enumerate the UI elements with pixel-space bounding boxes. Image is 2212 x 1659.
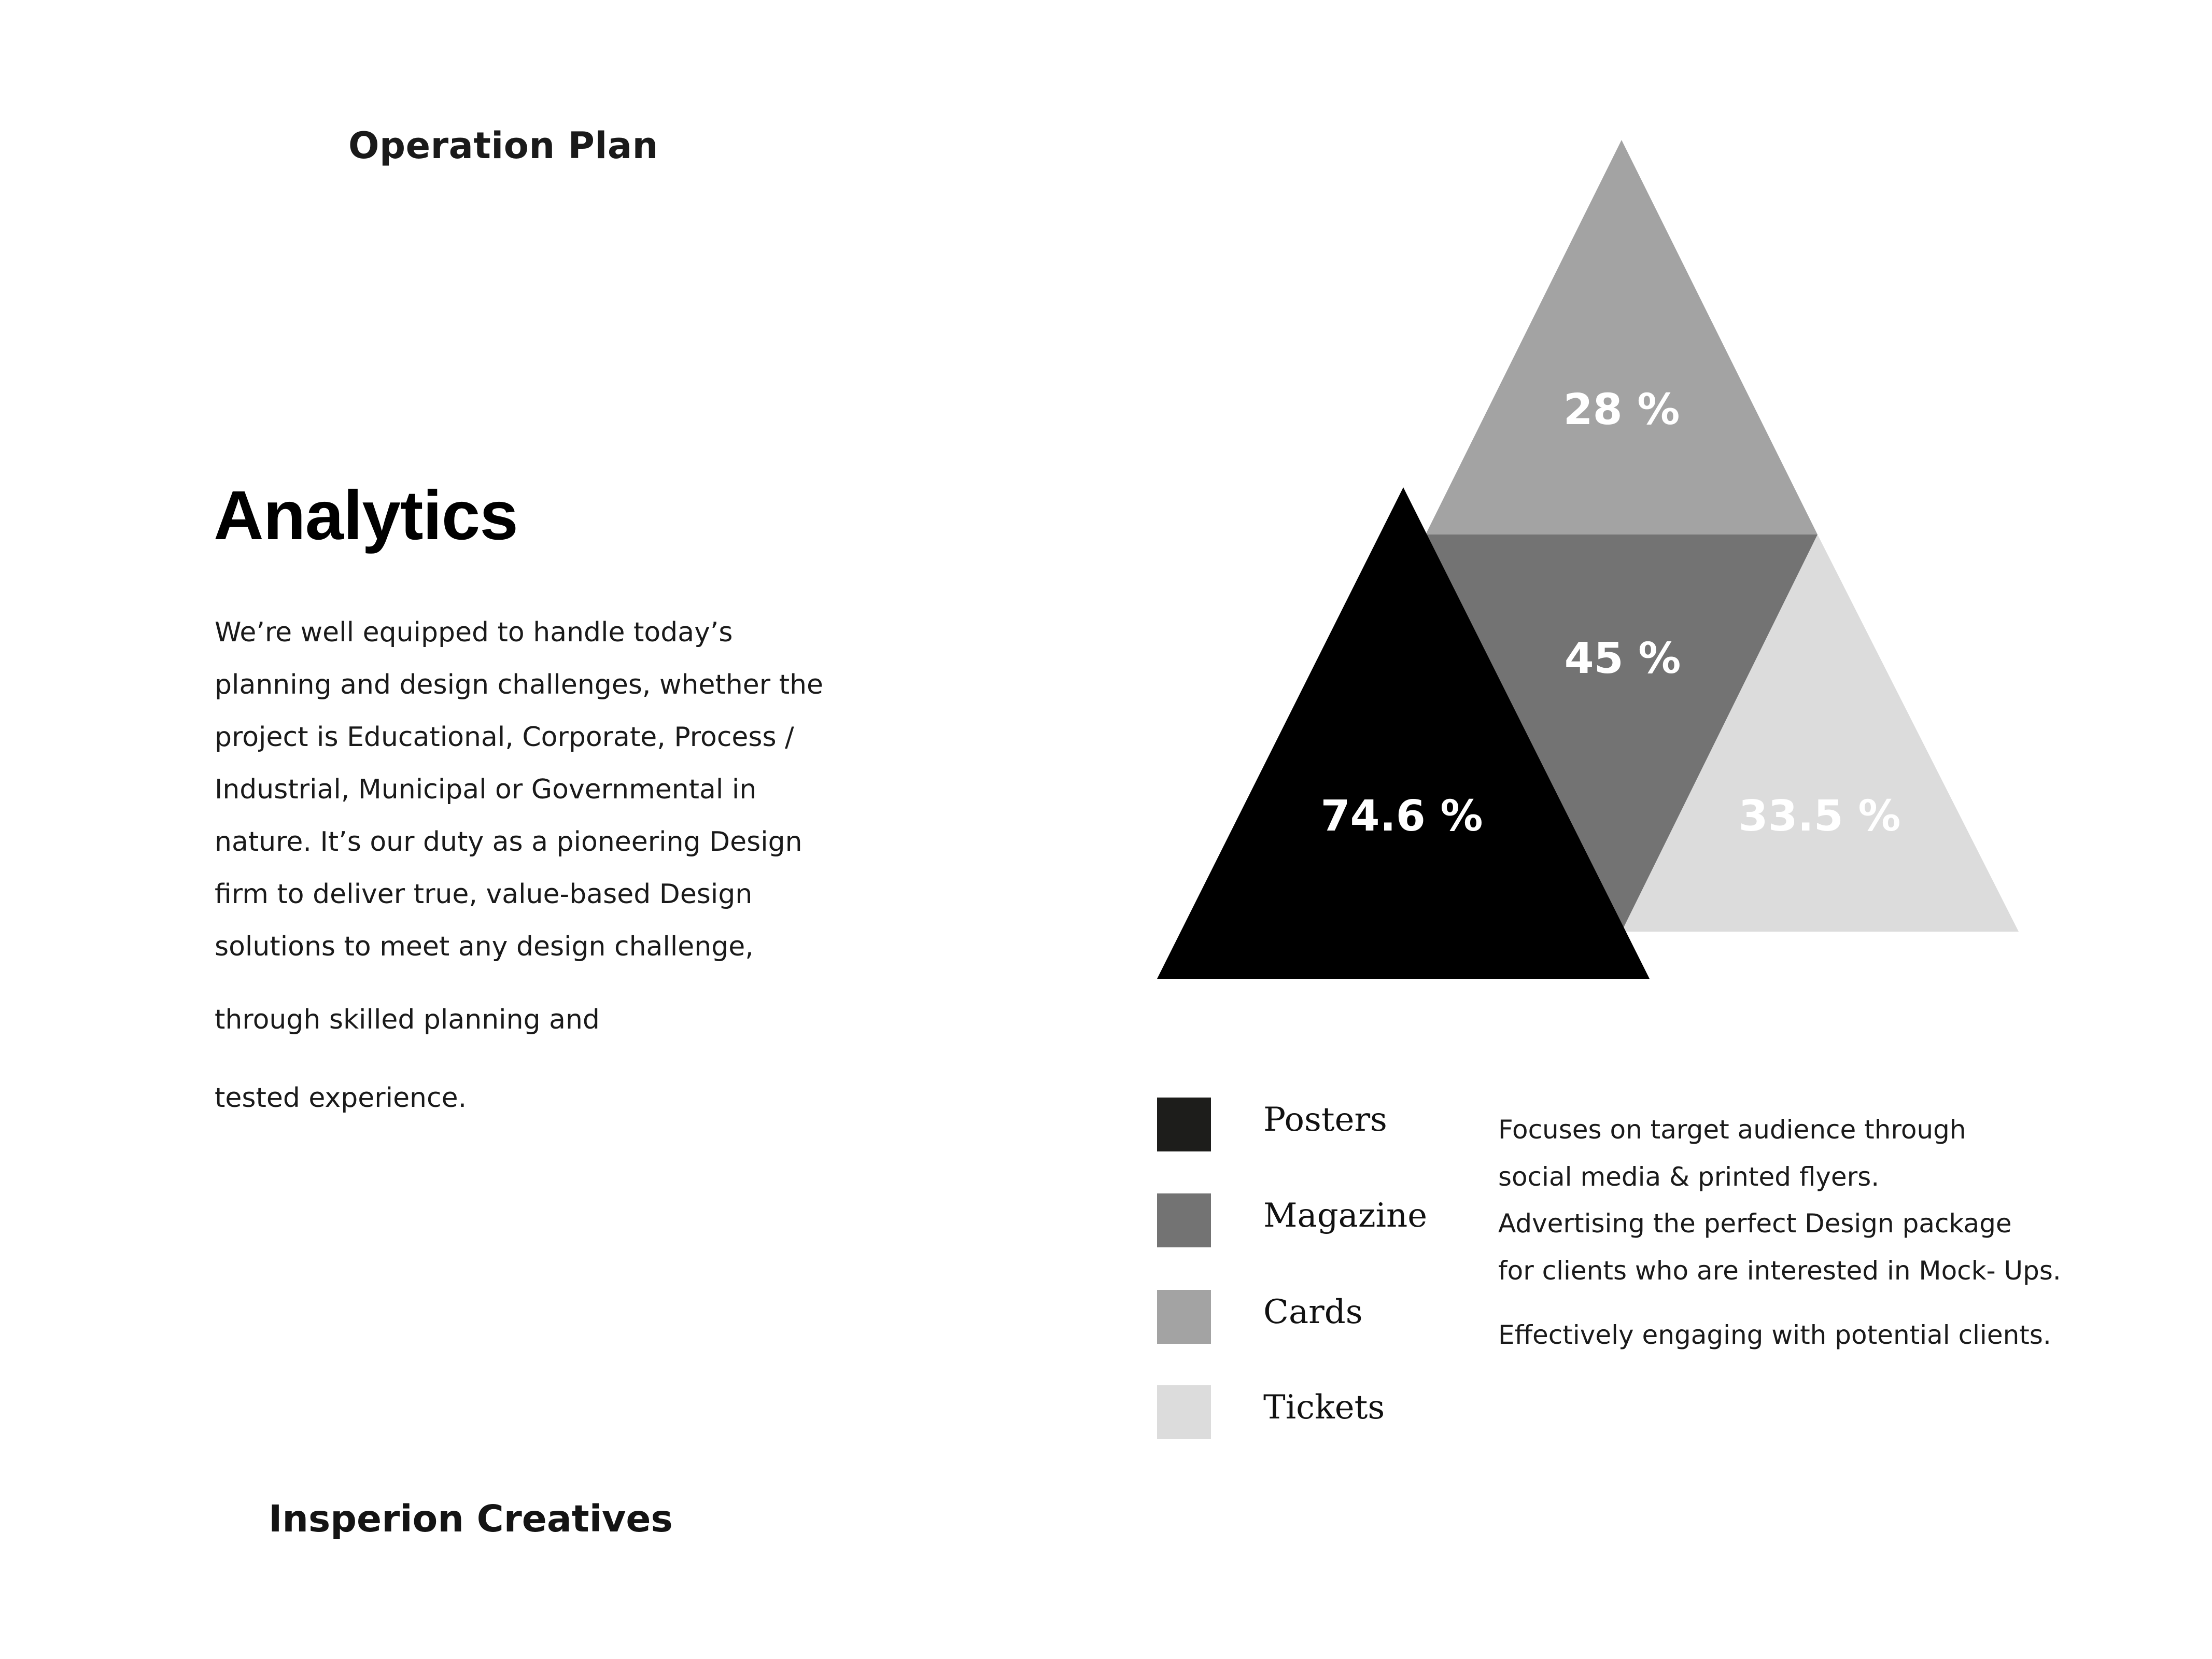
legend-label: Tickets — [1263, 1388, 1385, 1427]
legend-swatch — [1157, 1385, 1211, 1439]
legend-label: Magazine — [1263, 1197, 1428, 1235]
body-line: project is Educational, Corporate, Process / — [215, 722, 794, 753]
description-line: social media & printed flyers. — [1498, 1162, 1880, 1192]
legend-item-tickets — [1157, 1385, 1520, 1439]
body-line: tested experience. — [215, 1082, 467, 1114]
body-line: through skilled planning and — [215, 1004, 600, 1035]
body-line: Industrial, Municipal or Governmental in — [215, 774, 757, 805]
legend-swatch — [1157, 1098, 1211, 1151]
legend-swatch — [1157, 1193, 1211, 1247]
description-line: for clients who are interested in Mock- Ups. — [1498, 1256, 2061, 1286]
slice-label-magazine: 45 % — [1564, 634, 1681, 683]
body-line: nature. It’s our duty as a pioneering Design — [215, 826, 802, 857]
description-line: Effectively engaging with potential clients. — [1498, 1320, 2051, 1350]
footer-brand: Insperion Creatives — [269, 1497, 673, 1540]
page-title: Analytics — [214, 477, 518, 554]
legend-label: Posters — [1263, 1101, 1387, 1139]
slice-cards — [1426, 140, 1817, 535]
body-line: solutions to meet any design challenge, — [215, 931, 754, 962]
slice-label-posters: 74.6 % — [1320, 792, 1483, 841]
slice-label-cards: 28 % — [1563, 385, 1680, 434]
body-line: We’re well equipped to handle today’s — [215, 617, 733, 648]
body-line: firm to deliver true, value-based Design — [215, 879, 753, 910]
legend-item-posters — [1157, 1098, 1520, 1151]
description-line: Advertising the perfect Design package — [1498, 1208, 2012, 1239]
description-line: Focuses on target audience through — [1498, 1115, 1966, 1145]
section-label: Operation Plan — [348, 124, 658, 167]
legend-swatch — [1157, 1290, 1211, 1344]
legend-item-cards — [1157, 1290, 1520, 1344]
legend-label: Cards — [1263, 1293, 1363, 1331]
legend-item-magazine — [1157, 1193, 1520, 1247]
slice-label-tickets: 33.5 % — [1738, 792, 1901, 841]
body-line: planning and design challenges, whether the — [215, 669, 824, 700]
